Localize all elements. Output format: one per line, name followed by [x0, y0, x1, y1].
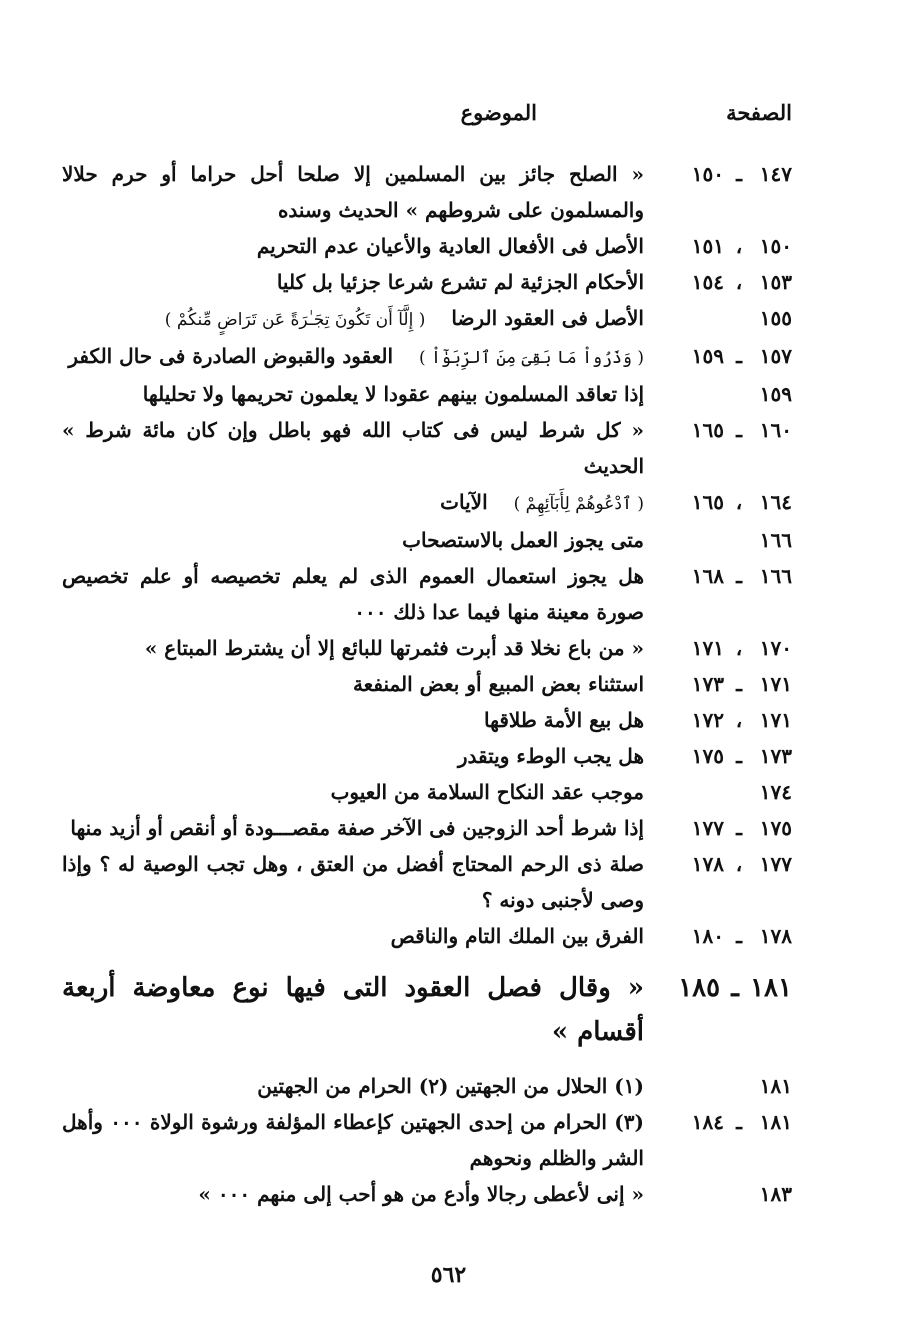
page-range: ١٥٥ [759, 306, 792, 330]
page-range: ١٥٩ [759, 382, 792, 406]
entry-topic: هل يجب الوطء ويتقدر [457, 744, 644, 768]
entry-topic: إذا تعاقد المسلمون بينهم عقودا لا يعلمون تحريمها ولا تحليلها [142, 382, 644, 406]
index-entry [62, 810, 792, 846]
index-entry [62, 558, 792, 630]
entry-topic: إذا شرط أحد الزوجين فى الآخر صفة مقصـــودة أو أنقص أو أزيد منها [70, 816, 644, 840]
entry-topic: « من باع نخلا قد أبرت فثمرتها للبائع إلا أن يشترط المبتاع » [144, 636, 644, 660]
page-range: ١٦٦ـ١٦٨ [691, 564, 792, 588]
index-entry [62, 1068, 792, 1104]
page-range: ١٨١ـ١٨٥ [678, 973, 792, 1003]
entry-topic: متى يجوز العمل بالاستصحاب [402, 528, 644, 552]
index-entry [62, 846, 792, 918]
entry-topic: ( وَذَرُواْ مَا بَقِىَ مِنَ ٱلرِّبَوٰٓاْ )العقود والقبوض الصادرة فى حال الكفر [68, 344, 644, 368]
quran-verse: ( ٱدْعُوهُمْ لِأَبَآئِهِمْ ) [513, 494, 644, 514]
index-entry [62, 774, 792, 810]
index-entry [62, 666, 792, 702]
index-entry-major [62, 966, 792, 1054]
quran-verse: ( وَذَرُواْ مَا بَقِىَ مِنَ ٱلرِّبَوٰٓاْ ) [419, 348, 644, 368]
page-number: ٥٦٢ [430, 1262, 467, 1288]
entry-topic: الأصل فى الأفعال العادية والأعيان عدم التحريم [256, 234, 644, 258]
entry-topic: « كل شرط ليس فى كتاب الله فهو باطل وإن كان مائة شرط » الحديث [62, 418, 644, 478]
index-entries [62, 156, 792, 1212]
entry-topic: « وقال فصل العقود التى فيها نوع معاوضة أربعة أقسام » [62, 973, 644, 1047]
index-entry [62, 630, 792, 666]
entry-topic: « إنى لأعطى رجالا وأدع من هو أحب إلى منهم ٠٠٠ » [198, 1182, 644, 1206]
page-range: ١٧٠،١٧١ [691, 636, 792, 660]
index-entry [62, 264, 792, 300]
page-range: ١٧٧،١٧٨ [691, 852, 792, 876]
page-range: ١٨١ [759, 1074, 792, 1098]
quran-verse: ( إِلَّآ أَن تَكُونَ تِجَـٰرَةً عَن تَرَاضٍ مِّنكُمْ ) [164, 310, 426, 330]
index-entry [62, 376, 792, 412]
page-range: ١٥٠،١٥١ [691, 234, 792, 258]
entry-topic: (١) الحلال من الجهتين (٢) الحرام من الجهتين [257, 1074, 644, 1098]
entry-topic: موجب عقد النكاح السلامة من العيوب [330, 780, 644, 804]
topic-column-heading: الموضوع [460, 100, 537, 125]
entry-topic: هل بيع الأمة طلاقها [484, 708, 644, 732]
entry-topic: الأصل فى العقود الرضا( إِلَّآ أَن تَكُونَ تِجَـٰرَةً عَن تَرَاضٍ مِّنكُمْ ) [164, 306, 644, 330]
index-entry [62, 1176, 792, 1212]
page-range: ١٧٤ [759, 780, 792, 804]
entry-topic: « الصلح جائز بين المسلمين إلا صلحا أحل حراما أو حرم حلالا والمسلمون على شروطهم » الحديث وسنده [62, 162, 644, 222]
entry-topic: الأحكام الجزئية لم تشرع شرعا جزئيا بل كليا [276, 270, 644, 294]
index-entry [62, 484, 792, 522]
page-range: ١٦٤،١٦٥ [691, 490, 792, 514]
entry-topic: الفرق بين الملك التام والناقص [390, 924, 644, 948]
index-entry [62, 702, 792, 738]
page-range: ١٨٣ [759, 1182, 792, 1206]
entry-topic: ( ٱدْعُوهُمْ لِأَبَآئِهِمْ )الآيات [440, 490, 644, 514]
page-range: ١٧٥ـ١٧٧ [691, 816, 792, 840]
index-entry [62, 228, 792, 264]
page-range: ١٥٧ـ١٥٩ [691, 344, 792, 368]
index-entry [62, 156, 792, 228]
index-entry [62, 412, 792, 484]
index-entry [62, 522, 792, 558]
index-entry [62, 1104, 792, 1176]
entry-topic: هل يجوز استعمال العموم الذى لم يعلم تخصيصه أو علم تخصيص صورة معينة منها فيما عدا ذلك ٠٠٠ [62, 564, 644, 624]
page-range: ١٦٦ [759, 528, 792, 552]
index-entry [62, 300, 792, 338]
page-column-heading: الصفحة [726, 100, 792, 125]
entry-topic: (٣) الحرام من إحدى الجهتين كإعطاء المؤلفة ورشوة الولاة ٠٠٠ وأهل الشر والظلم ونحوهم [62, 1110, 644, 1170]
entry-topic: استثناء بعض المبيع أو بعض المنفعة [352, 672, 644, 696]
page-range: ١٧١،١٧٢ [691, 708, 792, 732]
page-range: ١٧٨ـ١٨٠ [691, 924, 792, 948]
page-range: ١٤٧ـ١٥٠ [691, 162, 792, 186]
index-header [60, 100, 792, 140]
page-range: ١٥٣،١٥٤ [691, 270, 792, 294]
page-range: ١٧٣ـ١٧٥ [691, 744, 792, 768]
index-entry [62, 918, 792, 954]
index-entry [62, 738, 792, 774]
entry-topic: صلة ذى الرحم المحتاج أفضل من العتق ، وهل تجب الوصية له ؟ وإذا وصى لأجنبى دونه ؟ [62, 852, 644, 912]
page-range: ١٨١ـ١٨٤ [691, 1110, 792, 1134]
page-range: ١٧١ـ١٧٣ [691, 672, 792, 696]
index-entry [62, 338, 792, 376]
page-range: ١٦٠ـ١٦٥ [691, 418, 792, 442]
